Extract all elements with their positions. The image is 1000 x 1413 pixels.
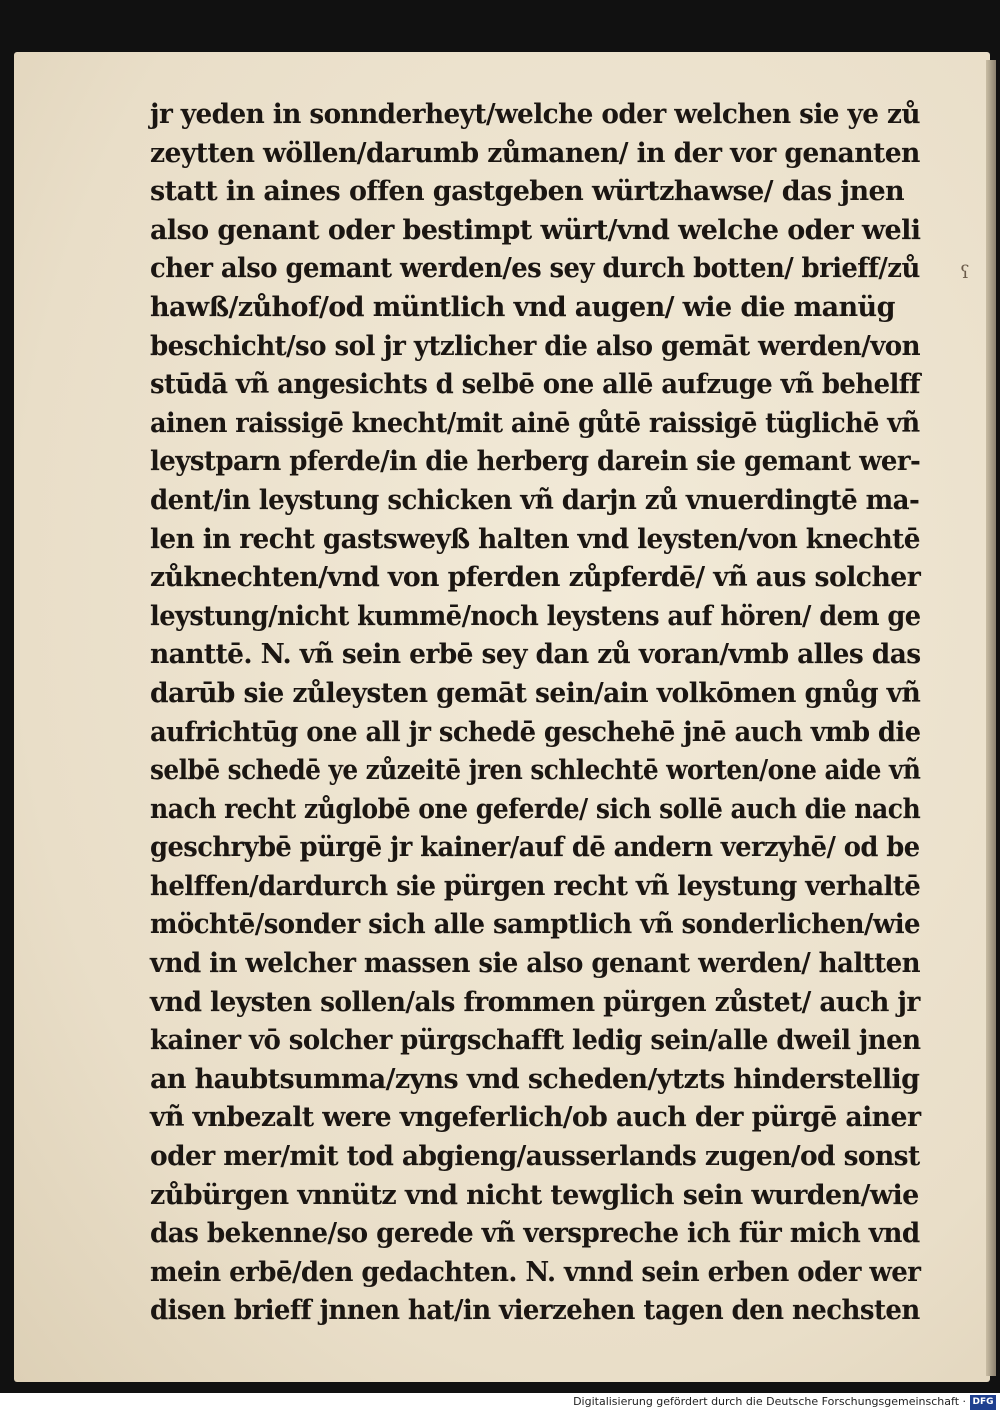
text-line: also genant oder bestimpt würt/vnd welche oder weli xyxy=(150,214,921,246)
page-text xyxy=(150,96,920,1331)
text-line: nach recht zůglobē one geferde/ sich sollē auch die nach xyxy=(150,793,921,825)
text-line: darūb sie zůleysten gemāt sein/ain volkōmen gnůg vñ xyxy=(150,677,921,709)
margin-mark: ʕ xyxy=(960,262,970,283)
text-line: kainer vō solcher pürgschafft ledig sein/alle dweil jnen xyxy=(150,1025,921,1057)
text-line: ainen raissigē knecht/mit ainē gůtē raissigē tüglichē vñ xyxy=(150,407,920,439)
text-line: vnd leysten sollen/als frommen pürgen zůstet/ auch jr xyxy=(150,986,920,1018)
text-line: geschrybē pürgē jr kainer/auf dē andern verzyhē/ od be xyxy=(150,832,920,864)
text-line: leystparn pferde/in die herberg darein sie gemant wer- xyxy=(150,446,921,478)
text-line: helffen/dardurch sie pürgen recht vñ leystung verhaltē xyxy=(150,870,921,902)
text-line: vñ vnbezalt were vngeferlich/ob auch der pürgē ainer xyxy=(150,1102,921,1134)
text-line: zůknechten/vnd von pferden zůpferdē/ vñ aus solcher xyxy=(150,562,921,594)
text-line: leystung/nicht kummē/noch leystens auf hören/ dem ge xyxy=(150,600,921,632)
text-line: jr yeden in sonnderheyt/welche oder welchen sie ye zů xyxy=(150,99,920,130)
text-line: cher also gemant werden/es sey durch botten/ brieff/zů xyxy=(150,253,920,285)
text-line: dent/in leystung schicken vñ darjn zů vnuerdingtē ma- xyxy=(150,484,920,516)
text-line: möchtē/sonder sich alle samptlich vñ sonderlichen/wie xyxy=(150,909,921,941)
dfg-logo: DFG xyxy=(970,1395,996,1410)
text-line: disen brieff jnnen hat/in vierzehen tagen den nechsten xyxy=(150,1295,920,1327)
text-line: an haubtsumma/zyns vnd scheden/ytzts hinderstellig xyxy=(150,1063,920,1095)
text-line: vnd in welcher massen sie also genant werden/ haltten xyxy=(150,948,921,980)
text-line: oder mer/mit tod abgieng/ausserlands zugen/od sonst xyxy=(150,1141,920,1173)
text-line: zůbürgen vnnütz vnd nicht tewglich sein wurden/wie xyxy=(150,1179,919,1211)
text-line: das bekenne/so gerede vñ verspreche ich für mich vnd xyxy=(150,1218,920,1250)
footer-bar xyxy=(0,1393,1000,1413)
text-line: statt in aines offen gastgeben würtzhawse/ das jnen xyxy=(150,176,905,208)
text-line: aufrichtūg one all jr schedē geschehē jnē auch vmb die xyxy=(150,716,921,748)
text-line: hawß/zůhof/od müntlich vnd augen/ wie die manüg xyxy=(150,291,895,323)
text-line: stūdā vñ angesichts d selbē one allē aufzuge vñ behelff xyxy=(150,369,920,401)
text-line: mein erbē/den gedachten. N. vnnd sein erben oder wer xyxy=(150,1256,921,1288)
text-line: nanttē. N. vñ sein erbē sey dan zů voran/vmb alles das xyxy=(150,639,921,671)
text-line: selbē schedē ye zůzeitē jren schlechtē worten/one aide vñ xyxy=(150,755,921,787)
text-line: beschicht/so sol jr ytzlicher die also gemāt werden/von xyxy=(150,330,921,362)
funding-credit: Digitalisierung gefördert durch die Deutsche Forschungsgemeinschaft · xyxy=(573,1395,966,1408)
page-edge xyxy=(986,60,996,1376)
text-line: len in recht gastsweyß halten vnd leysten/von knechtē xyxy=(150,523,920,555)
text-line: zeytten wöllen/darumb zůmanen/ in der vor genanten xyxy=(150,137,920,169)
